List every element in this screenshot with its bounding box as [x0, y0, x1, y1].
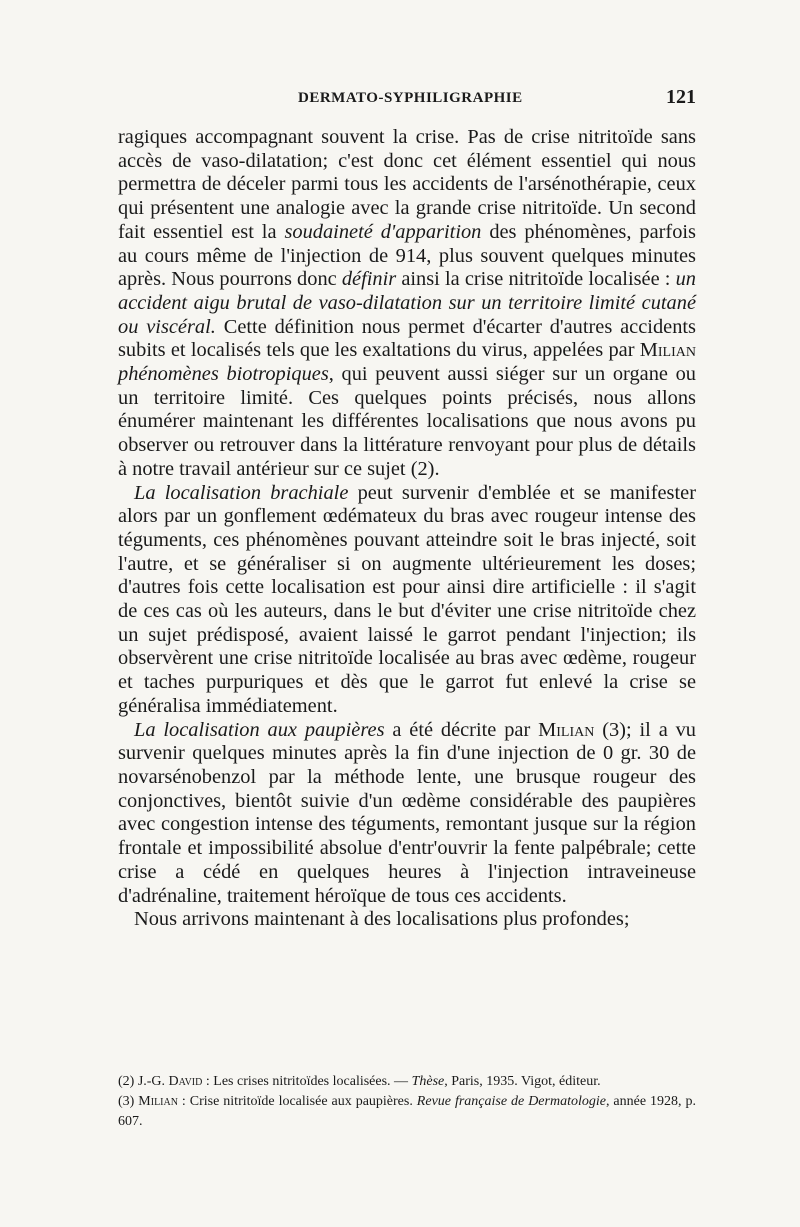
- italic-text: définir: [341, 268, 397, 291]
- author-name: Milian: [138, 1094, 178, 1109]
- footnote: [118, 1092, 696, 1132]
- text-run: Cette définition nous permet d'écarter d'autres accidents subits et localisés tels que les exaltations du virus, appelées par: [118, 315, 696, 362]
- italic-text: Revue française de Dermatologie: [416, 1094, 606, 1109]
- italic-text: La localisation aux paupières: [134, 718, 385, 741]
- italic-text: La localisation brachiale: [134, 481, 349, 504]
- page-number: 121: [666, 86, 696, 108]
- text-run: , année 1928, p. 607.: [118, 1094, 696, 1129]
- text-run: ainsi la crise nitritoïde localisée :: [396, 268, 676, 291]
- text-run: : Les crises nitritoïdes localisées. —: [202, 1074, 412, 1089]
- footnote: [118, 1072, 696, 1092]
- author-name: Milian: [639, 339, 696, 362]
- italic-text: phénomènes biotropiques: [118, 363, 329, 386]
- italic-text: soudaineté d'apparition: [284, 220, 482, 243]
- italic-text: un accident aigu brutal de vaso-dilatation sur un territoire limité cutané ou viscéral.: [118, 268, 696, 338]
- text-run: , qui peuvent aussi siéger sur un organe ou un territoire limité. Ces quelques points précisés, nous allons énumérer maintenant les différentes localisations que nous avons pu observer ou retrouver dans la littérature renvoyant pour plus de détails à notre travail antérieur sur ce sujet (2).: [118, 363, 696, 480]
- text-run: (3); il a vu survenir quelques minutes après la fin d'une injection de 0 gr. 30 de novarsénobenzol par la méthode lente, une brusque rougeur des conjonctives, bientôt suivie d'un œdème considérable des paupières avec congestion intense des téguments, remontant jusque sur la région frontale et impossibilité absolue d'entr'ouvrir la fente palpébrale; cette crise a cédé en quelques heures à l'injection intraveineuse d'adrénaline, traitement héroïque de tous ces accidents.: [118, 718, 696, 907]
- footnotes: [118, 1072, 696, 1132]
- text-run: des phénomènes, parfois au cours même de l'injection de 914, plus souvent quelques minutes après. Nous pourrons donc: [118, 220, 696, 291]
- text-run: (2) J.-G.: [118, 1074, 169, 1089]
- page-header: [118, 86, 696, 116]
- text-run: peut survenir d'emblée et se manifester alors par un gonflement œdémateux du bras avec rougeur intense des téguments, ces phénomènes pouvant atteindre soit le bras injecté, soit l'autre, et se généraliser si on augmente ultérieurement les doses; d'autres fois cette localisation est pour ainsi dire artificielle : il s'agit de ces cas où les auteurs, dans le but d'éviter une crise nitritoïde chez un sujet prédisposé, avaient laissé le garrot pendant l'injection; ils observèrent une crise nitritoïde localisée au bras avec œdème, rougeur et taches purpuriques et dès que le garrot fut enlevé la crise se généralisa immédiatement.: [118, 481, 696, 717]
- italic-text: Thèse: [411, 1074, 445, 1089]
- text-run: a été décrite par: [384, 718, 539, 741]
- paragraph: [118, 482, 696, 719]
- running-head: DERMATO-SYPHILIGRAPHIE: [298, 90, 523, 106]
- text-run: Nous arrivons maintenant à des localisations plus profondes;: [134, 908, 630, 931]
- text-run: , Paris, 1935. Vigot, éditeur.: [444, 1074, 601, 1089]
- author-name: David: [168, 1074, 203, 1089]
- paragraph: [118, 908, 696, 932]
- text-run: : Crise nitritoïde localisée aux paupières.: [177, 1094, 417, 1109]
- paragraph: [118, 126, 696, 482]
- author-name: Milian: [538, 718, 595, 741]
- body-text: [118, 126, 696, 932]
- paragraph: [118, 719, 696, 909]
- text-run: ragiques accompagnant souvent la crise. Pas de crise nitritoïde sans accès de vaso-dilatation; c'est donc cet élément essentiel qui nous permettra de déceler parmi tous les accidents de l'arsénothérapie, ceux qui présentent une analogie avec la grande crise nitritoïde. Un second fait essentiel est la: [118, 126, 696, 243]
- text-run: (3): [118, 1094, 139, 1109]
